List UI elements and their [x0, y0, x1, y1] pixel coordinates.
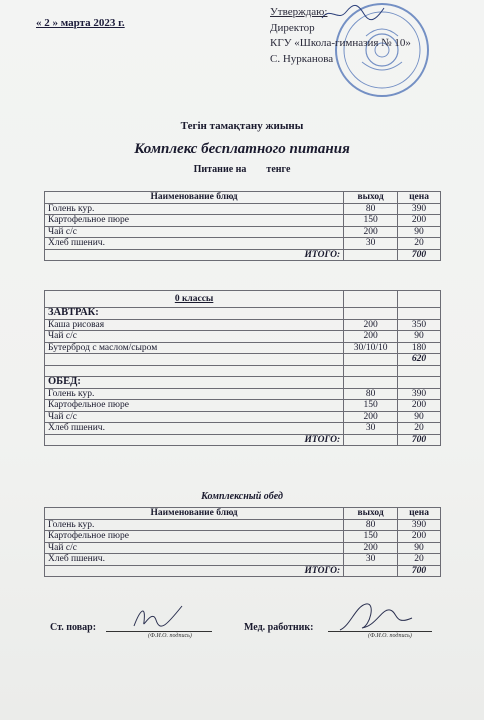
table-row: Голень кур. 80 390: [45, 519, 441, 531]
table-row: Хлеб пшенич. 30 20: [45, 423, 441, 435]
table-row: Чай с/с 200 90: [45, 411, 441, 423]
breakfast-label: ЗАВТРАК:: [45, 308, 344, 320]
table-header: [45, 192, 441, 204]
date-month-year: марта 2023 г.: [58, 17, 125, 29]
approval-block: [270, 5, 411, 67]
table-row: Хлеб пшенич. 30 20: [45, 554, 441, 566]
cook-signature-icon: [130, 600, 186, 632]
table-row: Картофельное пюре 150 200: [45, 531, 441, 543]
table-row: Картофельное пюре 150 200: [45, 215, 441, 227]
medic-fio-hint: (Ф.И.О. подпись): [368, 633, 412, 639]
table-row: Чай с/с 200 90: [45, 226, 441, 238]
table-row: Бутерброд с маслом/сыром 30/10/10 180: [45, 342, 441, 354]
header-name: Наименование блюд: [45, 192, 344, 204]
table-row: Хлеб пшенич. 30 20: [45, 238, 441, 250]
section-row: [45, 291, 441, 308]
table-row: Голень кур. 80 390: [45, 203, 441, 215]
header-yield: выход: [344, 508, 398, 520]
medic-label: Мед. работник:: [244, 622, 314, 633]
menu-table-3: [44, 507, 441, 577]
director-name: С. Нурканова: [270, 52, 334, 65]
total-row: ИТОГО: 700: [45, 249, 441, 261]
header-price: цена: [398, 192, 441, 204]
header-name: Наименование блюд: [45, 508, 344, 520]
date-day: « 2 »: [36, 17, 58, 29]
section-title: 0 классы: [45, 291, 344, 308]
complex-lunch-title: Комплексный обед: [201, 491, 283, 502]
table-row: Чай с/с 200 90: [45, 331, 441, 343]
blank-row: [45, 365, 441, 377]
menu-table-2: [44, 290, 441, 446]
table-row: Картофельное пюре 150 200: [45, 400, 441, 412]
subtitle: [0, 164, 484, 175]
meal-label-row: [45, 308, 441, 320]
school-name: КГУ «Школа-гимназия № 10»: [270, 37, 411, 49]
subtitle-left: Питание на: [193, 164, 247, 175]
breakfast-total: 620: [398, 354, 441, 366]
approve-label: Утверждаю:: [270, 6, 328, 18]
page-title: Комплекс бесплатного питания: [134, 141, 350, 157]
total-row: ИТОГО: 700: [45, 565, 441, 577]
table-row: Голень кур. 80 390: [45, 388, 441, 400]
meal-label-row: [45, 377, 441, 389]
total-row: ИТОГО: 700: [45, 434, 441, 446]
subtotal-row: [45, 354, 441, 366]
table-row: Чай с/с 200 90: [45, 542, 441, 554]
cook-fio-hint: (Ф.И.О. подпись): [148, 633, 192, 639]
lunch-label: ОБЕД:: [45, 377, 344, 389]
document-date: [36, 17, 125, 29]
subtitle-right: тенге: [266, 164, 291, 175]
table-header: [45, 508, 441, 520]
kazakh-title: Тегін тамақтану жиыны: [180, 120, 304, 132]
table-row: Каша рисовая 200 350: [45, 319, 441, 331]
medic-signature-icon: [336, 596, 416, 636]
cook-label: Ст. повар:: [50, 622, 97, 633]
menu-table-1: [44, 191, 441, 261]
director-label: Директор: [270, 21, 315, 34]
header-price: цена: [398, 508, 441, 520]
header-yield: выход: [344, 192, 398, 204]
